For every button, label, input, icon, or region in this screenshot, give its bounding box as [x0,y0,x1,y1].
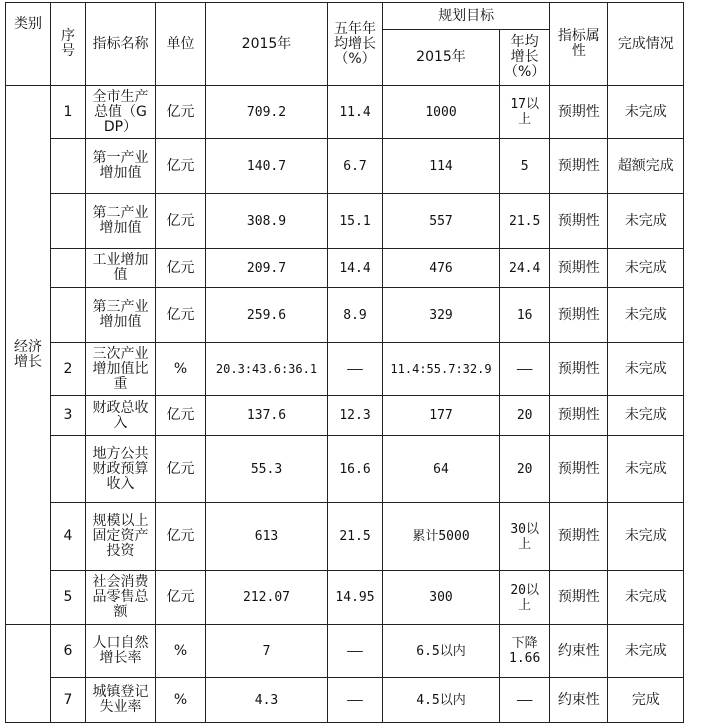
annual-cell: 16 [500,288,550,343]
seq-cell [51,249,86,288]
growth-cell: 16.6 [328,436,383,503]
status-cell: 未完成 [608,571,684,625]
target-cell: 64 [383,436,500,503]
indicator-cell: 全市生产总值（GDP） [86,86,156,139]
planning-indicators-table [5,2,684,723]
header-2015: 2015年 [206,3,328,86]
growth-cell: 14.95 [328,571,383,625]
seq-cell: 3 [51,396,86,436]
growth-cell: —— [328,678,383,723]
growth-cell: —— [328,343,383,396]
unit-cell: % [156,625,206,678]
target-cell: 557 [383,194,500,249]
indicator-cell: 社会消费品零售总额 [86,571,156,625]
indicator-cell: 人口自然增长率 [86,625,156,678]
header-five-year-growth: 五年年均增长（%） [328,3,383,86]
value-2015-cell: 20.3:43.6:36.1 [206,343,328,396]
annual-cell: 20 [500,396,550,436]
status-cell: 未完成 [608,503,684,571]
unit-cell: % [156,678,206,723]
annual-cell: 24.4 [500,249,550,288]
value-2015-cell: 613 [206,503,328,571]
annual-cell: 30以上 [500,503,550,571]
value-2015-cell: 7 [206,625,328,678]
annual-cell: 20以上 [500,571,550,625]
growth-cell: 11.4 [328,86,383,139]
target-cell: 114 [383,139,500,194]
status-cell: 未完成 [608,249,684,288]
header-seq: 序号 [51,3,86,86]
seq-cell [51,288,86,343]
target-cell: 11.4:55.7:32.9 [383,343,500,396]
header-completion: 完成情况 [608,3,684,86]
category-cell: 经济增长 [6,86,51,625]
unit-cell: 亿元 [156,194,206,249]
growth-cell: 12.3 [328,396,383,436]
seq-cell: 6 [51,625,86,678]
seq-cell [51,139,86,194]
indicator-cell: 地方公共财政预算收入 [86,436,156,503]
annual-cell: —— [500,678,550,723]
attribute-cell: 预期性 [550,139,608,194]
value-2015-cell: 259.6 [206,288,328,343]
attribute-cell: 预期性 [550,396,608,436]
unit-cell: 亿元 [156,436,206,503]
growth-cell: —— [328,625,383,678]
unit-cell: 亿元 [156,139,206,194]
growth-cell: 14.4 [328,249,383,288]
indicator-cell: 城镇登记失业率 [86,678,156,723]
value-2015-cell: 137.6 [206,396,328,436]
growth-cell: 15.1 [328,194,383,249]
value-2015-cell: 4.3 [206,678,328,723]
attribute-cell: 约束性 [550,678,608,723]
unit-cell: % [156,343,206,396]
header-row-1 [6,3,684,30]
seq-cell: 4 [51,503,86,571]
indicator-cell: 三次产业增加值比重 [86,343,156,396]
value-2015-cell: 308.9 [206,194,328,249]
status-cell: 未完成 [608,343,684,396]
header-annual-growth: 年均增长（%） [500,30,550,86]
table-row [6,625,684,678]
target-cell: 476 [383,249,500,288]
header-attribute: 指标属性 [550,3,608,86]
value-2015-cell: 709.2 [206,86,328,139]
attribute-cell: 预期性 [550,571,608,625]
value-2015-cell: 209.7 [206,249,328,288]
table-row [6,503,684,571]
attribute-cell: 预期性 [550,288,608,343]
category-cell [6,625,51,723]
table-row [6,139,684,194]
target-cell: 177 [383,396,500,436]
attribute-cell: 预期性 [550,249,608,288]
attribute-cell: 预期性 [550,86,608,139]
target-cell: 4.5以内 [383,678,500,723]
annual-cell: 17以上 [500,86,550,139]
target-cell: 6.5以内 [383,625,500,678]
growth-cell: 6.7 [328,139,383,194]
attribute-cell: 预期性 [550,194,608,249]
status-cell: 超额完成 [608,139,684,194]
table-row [6,436,684,503]
growth-cell: 21.5 [328,503,383,571]
growth-cell: 8.9 [328,288,383,343]
header-unit: 单位 [156,3,206,86]
attribute-cell: 预期性 [550,436,608,503]
annual-cell: 21.5 [500,194,550,249]
table-row [6,86,684,139]
target-cell: 1000 [383,86,500,139]
seq-cell [51,436,86,503]
value-2015-cell: 55.3 [206,436,328,503]
seq-cell: 7 [51,678,86,723]
status-cell: 完成 [608,678,684,723]
table-row [6,343,684,396]
header-plan-2015: 2015年 [383,30,500,86]
target-cell: 300 [383,571,500,625]
indicator-cell: 第一产业增加值 [86,139,156,194]
table-row [6,678,684,723]
header-indicator: 指标名称 [86,3,156,86]
unit-cell: 亿元 [156,503,206,571]
value-2015-cell: 212.07 [206,571,328,625]
status-cell: 未完成 [608,396,684,436]
annual-cell: 20 [500,436,550,503]
seq-cell [51,194,86,249]
indicator-cell: 第三产业增加值 [86,288,156,343]
value-2015-cell: 140.7 [206,139,328,194]
indicator-cell: 工业增加值 [86,249,156,288]
unit-cell: 亿元 [156,288,206,343]
target-cell: 329 [383,288,500,343]
status-cell: 未完成 [608,436,684,503]
unit-cell: 亿元 [156,249,206,288]
table-row [6,194,684,249]
unit-cell: 亿元 [156,571,206,625]
unit-cell: 亿元 [156,396,206,436]
seq-cell: 5 [51,571,86,625]
indicator-cell: 财政总收入 [86,396,156,436]
seq-cell: 1 [51,86,86,139]
status-cell: 未完成 [608,86,684,139]
status-cell: 未完成 [608,625,684,678]
indicator-cell: 第二产业增加值 [86,194,156,249]
header-category: 类别 [6,3,51,86]
annual-cell: 下降1.66 [500,625,550,678]
indicator-cell: 规模以上固定资产投资 [86,503,156,571]
status-cell: 未完成 [608,194,684,249]
seq-cell: 2 [51,343,86,396]
header-plan-target: 规划目标 [383,3,550,30]
target-cell: 累计5000 [383,503,500,571]
annual-cell: —— [500,343,550,396]
unit-cell: 亿元 [156,86,206,139]
table-row [6,288,684,343]
table-row [6,571,684,625]
table-row [6,396,684,436]
attribute-cell: 预期性 [550,343,608,396]
attribute-cell: 预期性 [550,503,608,571]
annual-cell: 5 [500,139,550,194]
status-cell: 未完成 [608,288,684,343]
attribute-cell: 约束性 [550,625,608,678]
table-row [6,249,684,288]
